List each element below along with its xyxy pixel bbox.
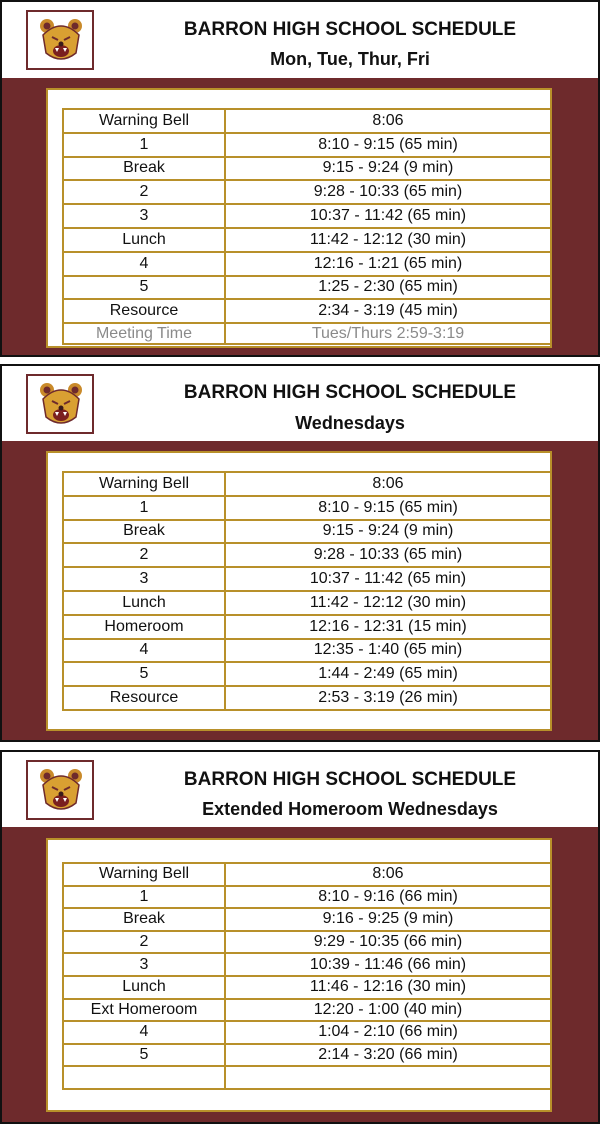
time-cell: 12:35 - 1:40 (65 min) [225,639,551,663]
schedule-subtitle: Mon, Tue, Thur, Fri [270,49,430,69]
time-cell: 1:44 - 2:49 (65 min) [225,662,551,686]
time-cell: 8:06 [225,472,551,496]
period-cell: Ext Homeroom [63,999,225,1022]
time-cell: 11:46 - 12:16 (30 min) [225,976,551,999]
schedule-subtitle: Wednesdays [295,413,405,433]
period-cell: 1 [63,886,225,909]
time-cell [225,1066,551,1089]
bear-logo [26,374,94,434]
time-cell: 11:42 - 12:12 (30 min) [225,591,551,615]
period-cell: Homeroom [63,615,225,639]
table-row [63,252,551,276]
time-cell: 12:16 - 12:31 (15 min) [225,615,551,639]
time-cell: 8:10 - 9:16 (66 min) [225,886,551,909]
time-cell: 12:20 - 1:00 (40 min) [225,999,551,1022]
school-title: BARRON HIGH SCHOOL SCHEDULE [183,769,517,790]
table-row [63,908,551,931]
period-cell: Resource [63,686,225,710]
period-cell: Lunch [63,976,225,999]
table-row [63,299,551,323]
table-row [63,999,551,1022]
period-cell: 3 [63,953,225,976]
time-cell: 1:04 - 2:10 (66 min) [225,1021,551,1044]
table-row [63,686,551,710]
period-cell: 4 [63,639,225,663]
period-cell: Break [63,157,225,181]
table-row [63,931,551,954]
time-cell: 11:42 - 12:12 (30 min) [225,228,551,252]
time-cell: 10:39 - 11:46 (66 min) [225,953,551,976]
bear-logo [26,10,94,70]
bear-mascot-icon [38,381,84,427]
schedule-table [62,471,552,711]
time-cell: 10:37 - 11:42 (65 min) [225,204,551,228]
time-cell: 8:06 [225,863,551,886]
table-row [63,1066,551,1089]
time-cell: 12:16 - 1:21 (65 min) [225,252,551,276]
time-cell: 8:06 [225,109,551,133]
table-row [63,615,551,639]
table-row [63,520,551,544]
bear-mascot-icon [38,767,84,813]
period-cell: Meeting Time [63,323,225,344]
period-cell: Lunch [63,228,225,252]
table-row [63,886,551,909]
period-cell: 3 [63,204,225,228]
table-row [63,109,551,133]
time-cell: 9:16 - 9:25 (9 min) [225,908,551,931]
time-cell: 10:37 - 11:42 (65 min) [225,567,551,591]
table-row [63,863,551,886]
panel-header [2,752,598,827]
time-cell: 2:34 - 3:19 (45 min) [225,299,551,323]
period-cell: Break [63,908,225,931]
period-cell: Warning Bell [63,109,225,133]
period-cell: 1 [63,496,225,520]
schedule-subtitle: Extended Homeroom Wednesdays [202,799,498,819]
time-cell: 2:14 - 3:20 (66 min) [225,1044,551,1067]
table-row [63,472,551,496]
time-cell: Tues/Thurs 2:59-3:19 [225,323,551,344]
table-row [63,133,551,157]
table-row [63,976,551,999]
period-cell: 1 [63,133,225,157]
time-cell: 9:28 - 10:33 (65 min) [225,180,551,204]
time-cell: 8:10 - 9:15 (65 min) [225,133,551,157]
table-row [63,953,551,976]
table-row [63,157,551,181]
table-row [63,180,551,204]
schedule-card [46,838,552,1112]
bear-logo [26,760,94,820]
schedule-panel-extended-homeroom [0,750,600,1124]
period-cell: 4 [63,1021,225,1044]
time-cell: 1:25 - 2:30 (65 min) [225,276,551,300]
period-cell: Break [63,520,225,544]
table-row [63,204,551,228]
schedule-panel-regular [0,0,600,357]
schedule-table [62,108,552,345]
period-cell: Warning Bell [63,472,225,496]
schedule-table [62,862,552,1090]
table-row [63,1021,551,1044]
table-row [63,567,551,591]
time-cell: 9:28 - 10:33 (65 min) [225,543,551,567]
table-row [63,1044,551,1067]
meeting-time-row [63,323,551,344]
time-cell: 9:15 - 9:24 (9 min) [225,520,551,544]
bear-mascot-icon [38,17,84,63]
period-cell: 2 [63,543,225,567]
period-cell: 5 [63,1044,225,1067]
time-cell: 9:29 - 10:35 (66 min) [225,931,551,954]
panel-header [2,2,598,78]
school-title: BARRON HIGH SCHOOL SCHEDULE [183,19,517,40]
schedule-card [46,451,552,731]
table-row [63,662,551,686]
period-cell: 5 [63,276,225,300]
period-cell: Resource [63,299,225,323]
period-cell: Lunch [63,591,225,615]
table-row [63,591,551,615]
period-cell: 3 [63,567,225,591]
time-cell: 2:53 - 3:19 (26 min) [225,686,551,710]
table-row [63,496,551,520]
panel-header [2,366,598,441]
table-row [63,543,551,567]
period-cell: 2 [63,931,225,954]
table-row [63,639,551,663]
schedule-card [46,88,552,348]
time-cell: 8:10 - 9:15 (65 min) [225,496,551,520]
schedule-panel-wednesday [0,364,600,742]
school-title: BARRON HIGH SCHOOL SCHEDULE [183,382,517,403]
table-row [63,228,551,252]
period-cell: 4 [63,252,225,276]
time-cell: 9:15 - 9:24 (9 min) [225,157,551,181]
period-cell: 5 [63,662,225,686]
table-row [63,276,551,300]
period-cell: Warning Bell [63,863,225,886]
period-cell: 2 [63,180,225,204]
period-cell [63,1066,225,1089]
